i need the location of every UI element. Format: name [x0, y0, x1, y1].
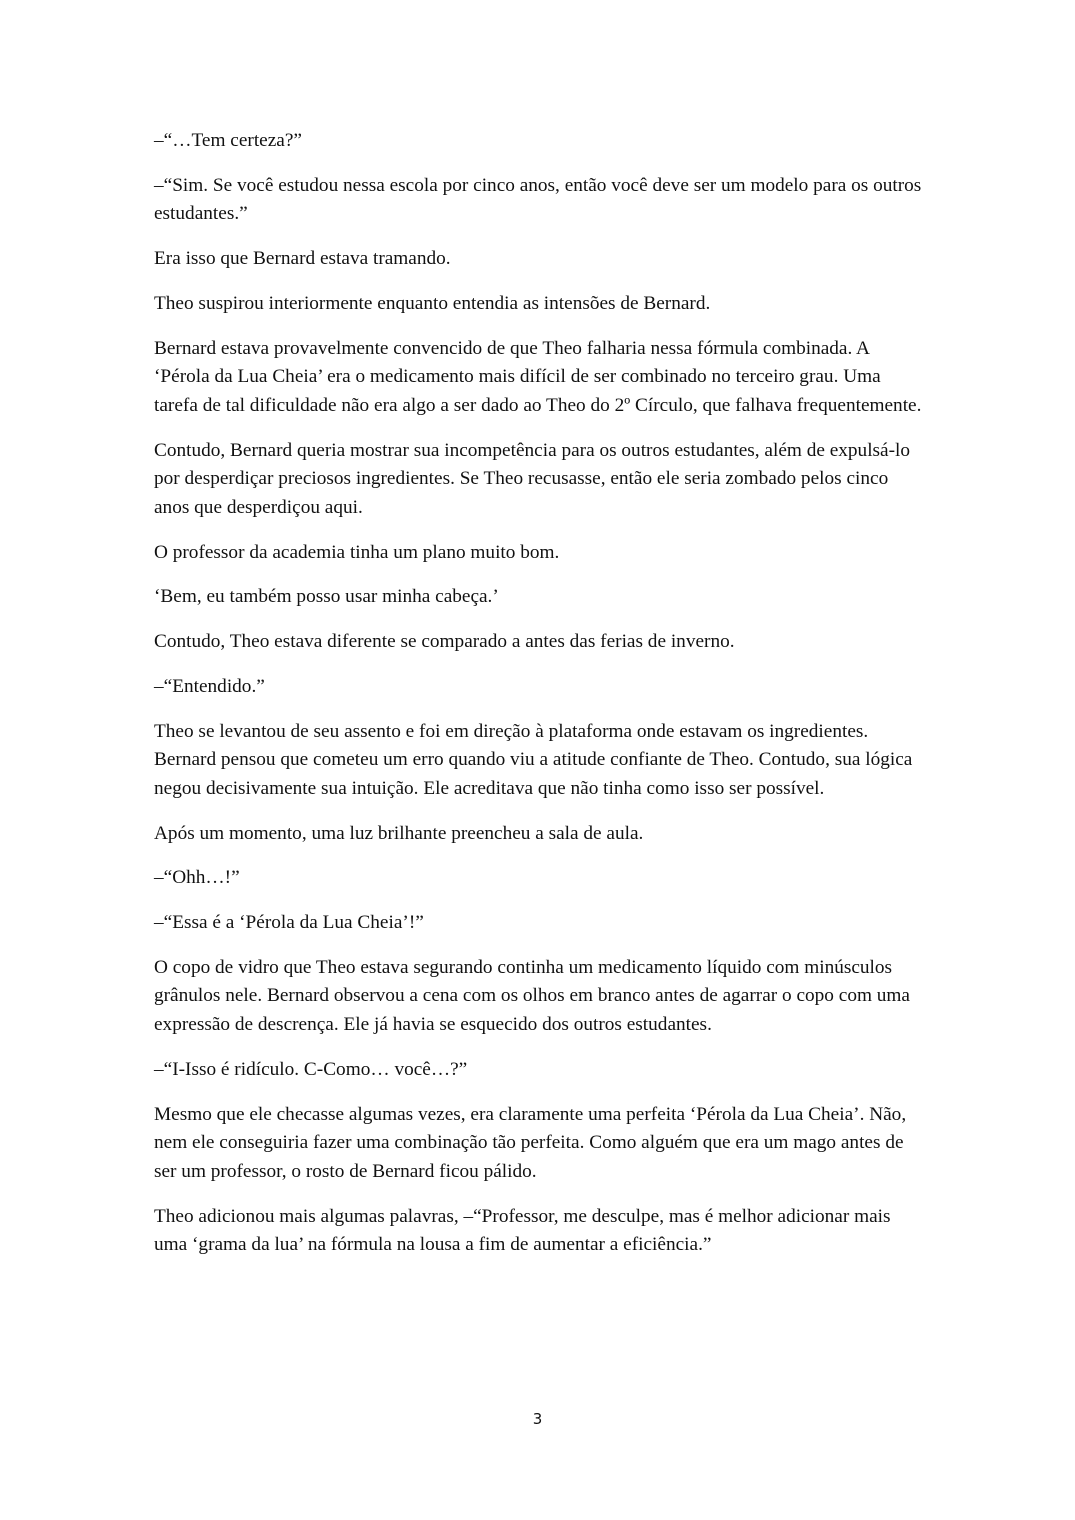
paragraph: Contudo, Bernard queria mostrar sua incompetência para os outros estudantes, além de expulsá-lo por desperdiçar preciosos ingredientes. Se Theo recusasse, então ele seria zombado pelos cinco anos que desperdiçou aqui. [154, 439, 911, 519]
paragraph: Mesmo que ele checasse algumas vezes, era claramente uma perfeita ‘Pérola da Lua Cheia’. Não, nem ele conseguiria fazer uma combinação tão perfeita. Como alguém que era um mago antes de ser um professor, o rosto de Bernard ficou pálido. [154, 1103, 907, 1182]
body-text [154, 127, 924, 1276]
paragraph: –“Ohh…!” [154, 867, 240, 889]
paragraph: Bernard estava provavelmente convencido de que Theo falharia nessa fórmula combinada. A ‘Pérola da Lua Cheia’ era o medicamento mais difícil de ser combinado no terceiro grau. Uma tarefa de tal dificuldade não era algo a ser dado ao Theo do 2º Círculo, que falhava frequentemente. [154, 337, 922, 416]
paragraph: –“I-Isso é ridículo. C-Como… você…?” [154, 1058, 468, 1080]
paragraph: –“Entendido.” [154, 675, 265, 697]
paragraph: ‘Bem, eu também posso usar minha cabeça.’ [154, 586, 499, 608]
paragraph: O copo de vidro que Theo estava segurando continha um medicamento líquido com minúsculos grânulos nele. Bernard observou a cena com os olhos em branco antes de agarrar o copo com uma expressão de descrença. Ele já havia se esquecido dos outros estudantes. [154, 956, 910, 1036]
paragraph: Era isso que Bernard estava tramando. [154, 248, 451, 270]
paragraph: O professor da academia tinha um plano muito bom. [154, 541, 560, 563]
paragraph: Theo adicionou mais algumas palavras, –“Professor, me desculpe, mas é melhor adicionar mais uma ‘grama da lua’ na fórmula na lousa a fim de aumentar a eficiência.” [154, 1205, 891, 1256]
paragraph: Contudo, Theo estava diferente se comparado a antes das ferias de inverno. [154, 631, 735, 653]
page-number: 3 [532, 1410, 543, 1428]
paragraph: Após um momento, uma luz brilhante preencheu a sala de aula. [154, 822, 644, 844]
paragraph: Theo se levantou de seu assento e foi em direção à plataforma onde estavam os ingredientes. Bernard pensou que cometeu um erro quando viu a atitude confiante de Theo. Contudo, sua lógica negou decisivamente sua intuição. Ele acreditava que não tinha como isso ser possível. [154, 720, 913, 799]
paragraph: –“Sim. Se você estudou nessa escola por cinco anos, então você deve ser um modelo para os outros estudantes.” [154, 174, 922, 225]
paragraph: –“…Tem certeza?” [154, 130, 302, 151]
paragraph: Theo suspirou interiormente enquanto entendia as intensões de Bernard. [154, 292, 711, 314]
paragraph: –“Essa é a ‘Pérola da Lua Cheia’!” [154, 912, 424, 934]
